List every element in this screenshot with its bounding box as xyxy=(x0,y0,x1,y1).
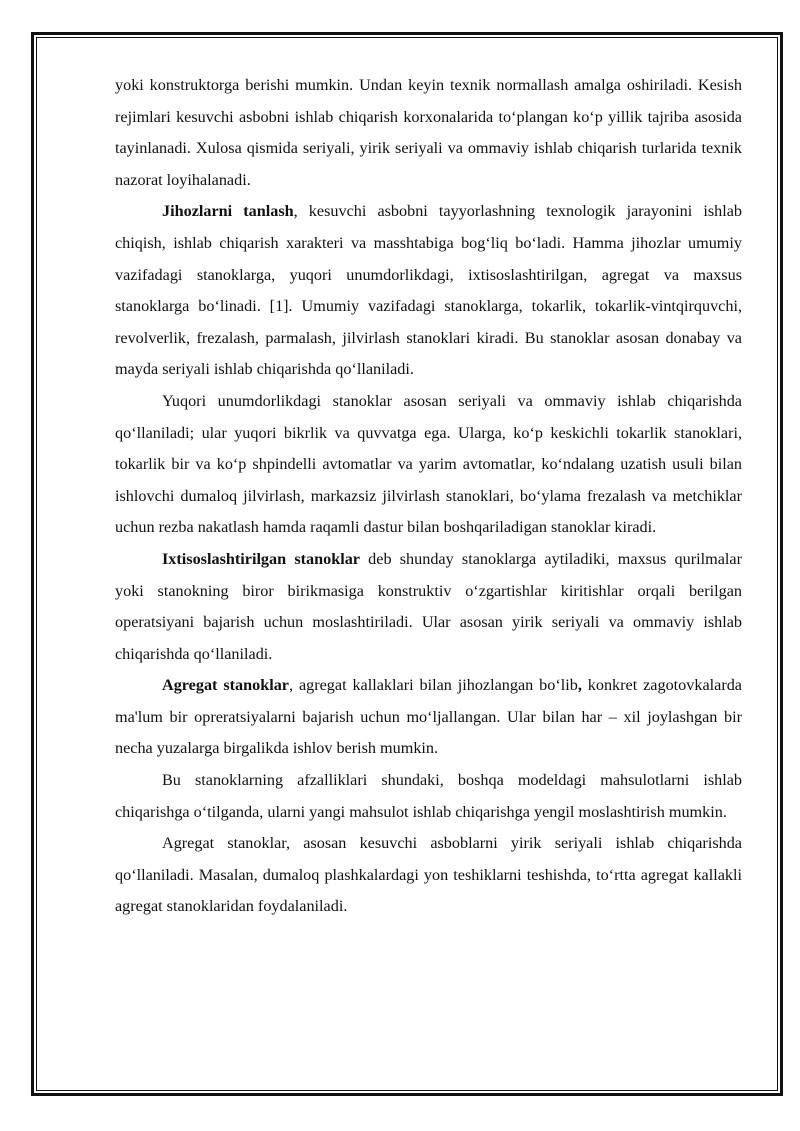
paragraph-text: deb shunday stanoklarga aytiladiki, maxsus qurilmalar yoki stanokning biror birikmasiga konstruktiv o‘zgartishlar kiritishlar orqali berilgan operatsiyani bajarish uchun moslashtiriladi. Ular asosan yirik seriyali va ommaviy ishlab chiqarishda qo‘llaniladi. xyxy=(115,549,742,663)
term-jihozlarni-tanlash: Jihozlarni tanlash xyxy=(162,202,294,221)
bold-comma: , xyxy=(577,676,582,695)
paragraph-text: Bu stanoklarning afzalliklari shundaki, boshqa modeldagi mahsulotlarni ishlab chiqarishga o‘tilganda, ularni yangi mahsulot ishlab chiqarishga yengil moslashtirish mumkin. xyxy=(115,771,742,821)
paragraph-text: yoki konstruktorga berishi mumkin. Undan keyin texnik normallash amalga oshiriladi. Kesish rejimlari kesuvchi asbobni ishlab chiqarish korxonalarida to‘plangan ko‘p yillik tajriba asosida tayinlanadi. Xulosa qismida seriyali, yirik seriyali va ommaviy ishlab chiqarish turlarida texnik nazorat loyihalanadi. xyxy=(115,76,742,189)
paragraph-4 xyxy=(115,544,742,670)
paragraph-2 xyxy=(115,196,742,386)
paragraph-5 xyxy=(115,670,742,765)
paragraph-text: , agregat kallaklari bilan jihozlangan bo‘lib xyxy=(289,676,578,695)
paragraph-7 xyxy=(115,828,742,923)
paragraph-text: konkret zagotovkalarda ma'lum bir opreratsiyalarni bajarish uchun mo‘ljallangan. Ular bilan har – xil joylashgan bir necha yuzalarga birgalikda ishlov berish mumkin. xyxy=(115,676,742,758)
paragraph-3 xyxy=(115,386,742,544)
paragraph-6 xyxy=(115,765,742,828)
paragraph-text: , kesuvchi asbobni tayyorlashning texnologik jarayonini ishlab chiqish, ishlab chiqarish xarakteri va masshtabiga bog‘liq bo‘ladi. Hamma jihozlar umumiy vazifadagi stanoklarga, yuqori unumdorlikdagi, ixtisoslashtirilgan, agregat va maxsus stanoklarga bo‘linadi. [1]. Umumiy vazifadagi stanoklarga, tokarlik, tokarlik-vintqirquvchi, revolverlik, frezalash, parmalash, jilvirlash stanoklari kiradi. Bu stanoklar asosan donabay va mayda seriyali ishlab chiqarishda qo‘llaniladi. xyxy=(115,202,742,379)
term-ixtisoslashtirilgan-stanoklar: Ixtisoslashtirilgan stanoklar xyxy=(162,549,360,568)
paragraph-1 xyxy=(115,70,742,196)
term-agregat-stanoklar: Agregat stanoklar xyxy=(162,676,289,695)
paragraph-text: Yuqori unumdorlikdagi stanoklar asosan seriyali va ommaviy ishlab chiqarishda qo‘llaniladi; ular yuqori bikrlik va quvvatga ega. Ularga, ko‘p keskichli tokarlik stanoklari, tokarlik bir va ko‘p shpindelli avtomatlar va yarim avtomatlar, ko‘ndalang uzatish usuli bilan ishlovchi dumaloq jilvirlash, markazsiz jilvirlash stanoklari, bo‘ylama frezalash va metchiklar uchun rezba nakatlash hamda raqamli dastur bilan boshqariladigan stanoklar kiradi. xyxy=(115,391,742,537)
document-body xyxy=(115,70,742,923)
paragraph-text: Agregat stanoklar, asosan kesuvchi asboblarni yirik seriyali ishlab chiqarishda qo‘llaniladi. Masalan, dumaloq plashkalardagi yon teshiklarni teshishda, to‘rtta agregat kallakli agregat stanoklaridan foydalaniladi. xyxy=(115,834,742,916)
